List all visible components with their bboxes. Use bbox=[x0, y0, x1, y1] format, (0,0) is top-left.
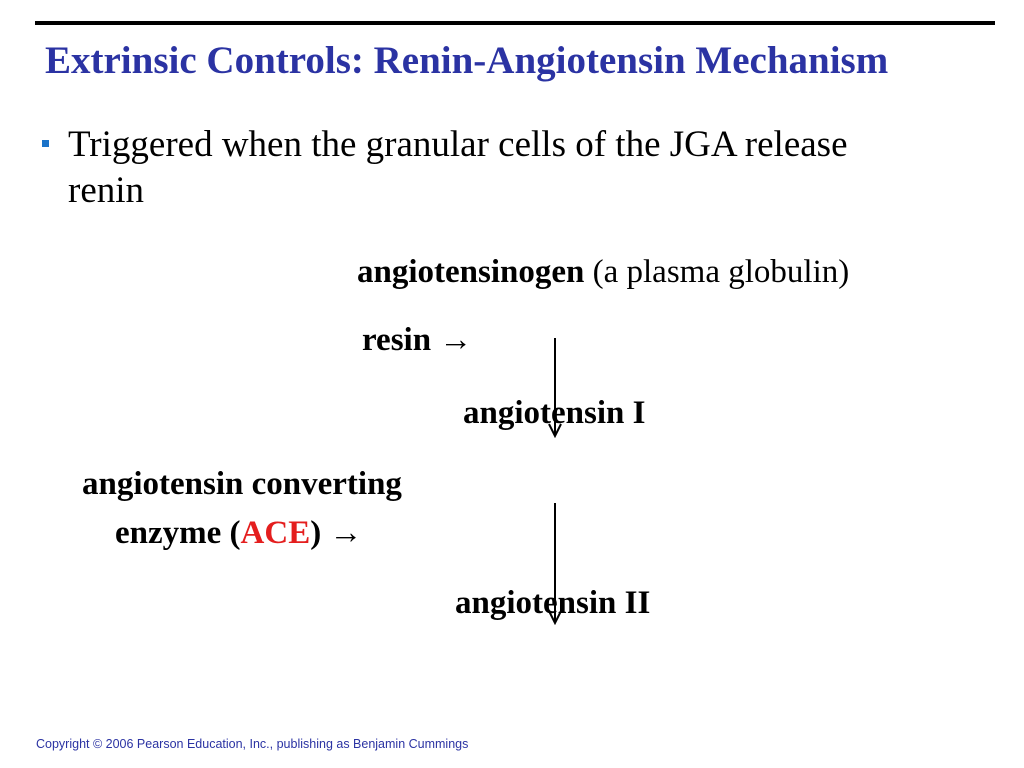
angiotensinogen-line bbox=[357, 252, 849, 292]
ace-prefix: enzyme ( bbox=[115, 515, 241, 551]
angiotensin-i-label: angiotensin I bbox=[463, 395, 646, 431]
square-bullet-icon bbox=[42, 140, 49, 147]
down-arrow-icon bbox=[540, 338, 570, 438]
angiotensinogen-note: (a plasma globulin) bbox=[592, 254, 850, 290]
top-rule bbox=[35, 21, 995, 25]
resin-line bbox=[362, 320, 472, 360]
angiotensinogen-label: angiotensinogen bbox=[357, 254, 585, 290]
right-arrow-icon: → bbox=[329, 515, 363, 551]
ace-line-1: angiotensin converting bbox=[82, 466, 402, 502]
ace-line-2 bbox=[115, 513, 362, 553]
slide-title: Extrinsic Controls: Renin-Angiotensin Mechanism bbox=[45, 39, 889, 82]
ace-suffix: ) bbox=[310, 515, 322, 551]
down-arrow-icon bbox=[540, 503, 570, 625]
ace-abbreviation: ACE bbox=[240, 515, 311, 551]
resin-label: resin bbox=[362, 322, 432, 358]
right-arrow-icon: → bbox=[439, 322, 473, 358]
angiotensin-ii-label: angiotensin II bbox=[455, 585, 651, 621]
bullet-text: Triggered when the granular cells of the JGA release renin bbox=[68, 124, 848, 211]
copyright-footer: Copyright © 2006 Pearson Education, Inc., publishing as Benjamin Cummings bbox=[36, 737, 469, 751]
